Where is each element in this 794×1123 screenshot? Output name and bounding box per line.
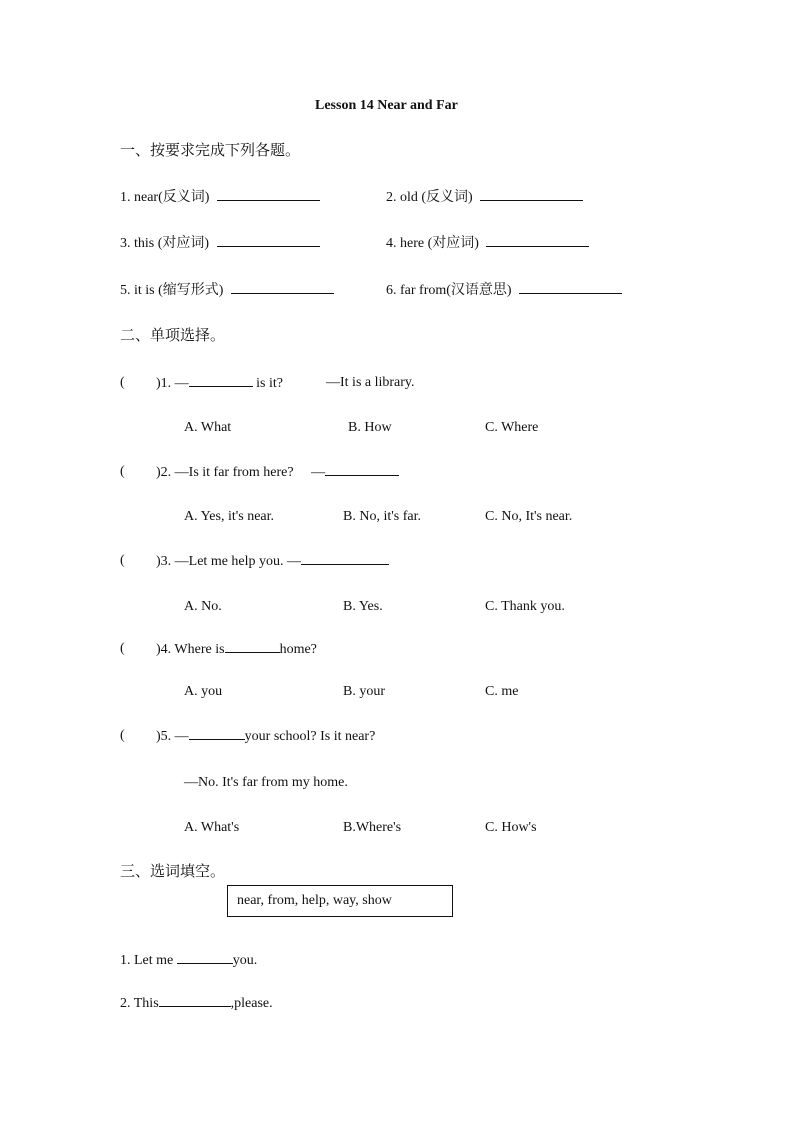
q2-option-a[interactable]: A. Yes, it's near. — [184, 509, 275, 524]
q3-option-b[interactable]: B. Yes. — [343, 599, 383, 614]
q4-option-b[interactable]: B. your — [343, 684, 385, 699]
q4-bracket[interactable]: ( — [120, 641, 125, 656]
q1-stem — [156, 374, 283, 393]
q5-after: your school? Is it near? — [244, 729, 376, 744]
answer-blank[interactable] — [189, 374, 253, 387]
q4-option-c[interactable]: C. me — [485, 684, 519, 699]
q2-dash: — — [311, 465, 326, 480]
answer-blank[interactable] — [159, 994, 231, 1007]
answer-blank[interactable] — [486, 234, 589, 247]
q5-option-b[interactable]: B.Where's — [343, 820, 402, 835]
q2-bracket[interactable]: ( — [120, 464, 125, 479]
answer-blank[interactable] — [217, 188, 320, 201]
s1-item-4-text: 4. here (对应词) — [386, 236, 479, 251]
q5-num: )5. — — [156, 729, 189, 744]
s3-s2-start: 2. This — [120, 996, 159, 1011]
q1-option-a[interactable]: A. What — [184, 420, 232, 435]
q4-after: home? — [279, 642, 317, 657]
answer-blank[interactable] — [231, 281, 334, 294]
s1-item-5-text: 5. it is (缩写形式) — [120, 283, 224, 298]
q1-option-c[interactable]: C. Where — [485, 420, 539, 435]
q4-option-a[interactable]: A. you — [184, 684, 223, 699]
answer-blank[interactable] — [189, 727, 245, 740]
q1-num: )1. — — [156, 376, 189, 391]
s1-item-5 — [120, 281, 334, 300]
s1-item-6 — [386, 281, 622, 300]
q3-option-c[interactable]: C. Thank you. — [485, 599, 565, 614]
q2-stem — [156, 463, 399, 482]
s3-s1-end: you. — [232, 953, 258, 968]
q1-bracket[interactable]: ( — [120, 375, 125, 390]
section-2-heading: 二、单项选择。 — [120, 326, 226, 344]
answer-blank[interactable] — [225, 640, 280, 653]
page-title: Lesson 14 Near and Far — [315, 98, 458, 113]
q5-bracket[interactable]: ( — [120, 728, 125, 743]
q3-stem — [156, 552, 389, 571]
word-bank-box: near, from, help, way, show — [227, 885, 453, 917]
q2-option-b[interactable]: B. No, it's far. — [343, 509, 421, 524]
s1-item-4 — [386, 234, 589, 253]
q3-num: )3. —Let me help you. — — [156, 554, 302, 569]
q2-option-c[interactable]: C. No, It's near. — [485, 509, 573, 524]
s1-item-1 — [120, 188, 320, 207]
q5-option-c[interactable]: C. How's — [485, 820, 537, 835]
q1-option-b[interactable]: B. How — [348, 420, 392, 435]
q4-stem — [156, 640, 317, 659]
q5-answer: —No. It's far from my home. — [184, 775, 348, 790]
s1-item-3 — [120, 234, 320, 253]
q3-option-a[interactable]: A. No. — [184, 599, 222, 614]
s1-item-2-text: 2. old (反义词) — [386, 190, 473, 205]
q1-mid: is it? — [256, 376, 284, 391]
answer-blank[interactable] — [480, 188, 583, 201]
s1-item-3-text: 3. this (对应词) — [120, 236, 210, 251]
s3-sentence-2 — [120, 994, 273, 1013]
s3-sentence-1 — [120, 951, 257, 970]
s1-item-2 — [386, 188, 583, 207]
q3-bracket[interactable]: ( — [120, 553, 125, 568]
q4-num: )4. Where is — [156, 642, 225, 657]
s1-item-1-text: 1. near(反义词) — [120, 190, 210, 205]
answer-blank[interactable] — [325, 463, 399, 476]
q2-num: )2. —Is it far from here? — [156, 465, 294, 480]
section-1-heading: 一、按要求完成下列各题。 — [120, 141, 301, 159]
section-3-heading: 三、选词填空。 — [120, 862, 226, 880]
answer-blank[interactable] — [177, 951, 233, 964]
s1-item-6-text: 6. far from(汉语意思) — [386, 283, 512, 298]
q5-stem — [156, 727, 375, 746]
q5-option-a[interactable]: A. What's — [184, 820, 240, 835]
answer-blank[interactable] — [217, 234, 320, 247]
q1-answer: —It is a library. — [326, 375, 415, 390]
answer-blank[interactable] — [519, 281, 622, 294]
answer-blank[interactable] — [301, 552, 389, 565]
s3-s2-end: ,please. — [230, 996, 273, 1011]
s3-s1-start: 1. Let me — [120, 953, 174, 968]
